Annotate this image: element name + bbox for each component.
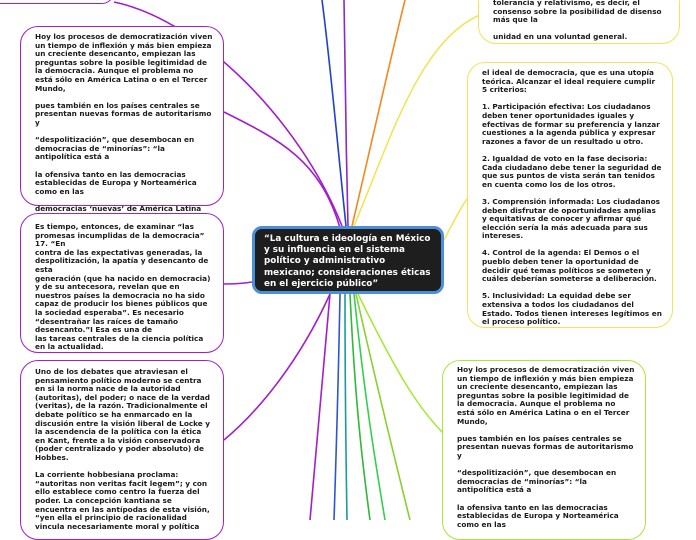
- topic-text: Hoy los procesos de democratización viven un tiempo de inflexión y más bien empieza un creciente desencanto, empiezan las preguntas sobre la posible legitimidad de la democracia. Aunque el problema no está sólo en América Latina o en el Tercer Mundo, pues también en los países centrales se presentan nuevas formas de autoritarismo y “despolitización”, que desembocan en democracias de “minorías”: “la antipolítica está a la ofensiva tanto en las democracias establecidas de Europa y Norteamérica como en las democracias ‘nuevas’ de América Latina: [35, 32, 213, 213]
- connector-purple-up: [344, 0, 348, 226]
- topic-node-top-right[interactable]: [478, 0, 680, 44]
- topic-text: Hoy los procesos de democratización viven un tiempo de inflexión y más bien empieza un creciente desencanto, empiezan las preguntas sobre la posible legitimidad de la democracia. Aunque el problema no está sólo en América Latina o en el Tercer Mundo, pues también en los países centrales se presentan nuevas formas de autoritarismo y “despolitización”, que desembocan en democracias de “minorías”: “la antipolítica está a la ofensiva tanto en las democracias establecidas de Europa y Norteamérica como en las: [457, 365, 635, 529]
- topic-node-left-2[interactable]: [20, 213, 224, 353]
- topic-text: el ideal de democracia, que es una utopía teórica. Alcanzar el ideal requiere cumplir 5 criterios: 1. Participación efectiva: Los ciudadanos deben tener oportunidades iguales y efectivas de formar su preferencia y lanzar cuestiones a la agenda pública y expresar razones a favor de un resultado u otro. 2. Igualdad de voto en la fase decisoria: Cada ciudadano debe tener la seguridad de que sus puntos de vista serán tan tenidos en cuenta como los de los otros. 3. Comprensión informada: Los ciudadanos deben disfrutar de oportunidades amplias y equitativas de conocer y afirmar qué elección sería la más adecuada para sus intereses. 4. Control de la agenda: El Demos o el pueblo deben tener la oportunidad de decidir qué temas políticos se someten y cuáles deberían someterse a deliberación. 5. Inclusividad: La equidad debe ser extensiva a todos los ciudadanos del Estado. Todos tienen intereses legítimos en el proceso político.: [482, 68, 662, 327]
- connector-lime-down: [356, 294, 410, 520]
- connector-purple-left-2: [224, 282, 252, 284]
- connector-purple-left-1: [224, 112, 340, 228]
- connector-blue-down: [334, 294, 340, 520]
- topic-text: tolerancia y relativismo, es decir, el consenso sobre la posibilidad de disenso más que la unidad en una voluntad general.: [493, 0, 662, 42]
- connector-purple-left-3: [224, 294, 330, 440]
- topic-text: Uno de los debates que atraviesan el pensamiento político moderno se centra en si la norma nace de la autoridad (autoritas), del poder; o nace de la verdad (veritas), de la razón. Tradicionalmente el debate político se ha enmarcado en la discusión entre la visión liberal de Locke y la ascendencia de la política con la ética en Kant, frente a la visión conservadora (poder centralizado y poder absoluto) de Hobbes. La corriente hobbesiana proclama: “autoritas non veritas facit legem”; y con ello establece como centro la fuerza del poder. La concepción kantiana se encuentra en las antípodas de esta visión, “yen ella el principio de racionalidad vincula necesariamente moral y política: [35, 367, 211, 531]
- connector-yellow-top-right: [354, 15, 480, 226]
- topic-node-right-1[interactable]: [467, 62, 673, 328]
- connector-green2-down: [354, 294, 385, 520]
- topic-node-left-3[interactable]: [20, 360, 224, 540]
- central-topic-text: “La cultura e ideología en México y su influencia en el sistema político y administrativo mexicano; consideraciones éticas en el ejercicio público”: [264, 234, 431, 289]
- topic-text: Es tiempo, entonces, de examinar “las promesas incumplidas de la democracia” 17. “En contra de las expectativas generadas, la despolitización, la apatía y desencanto de esta generación (que ha nacido en democracia) y de su antecesora, revelan que en nuestros países la democracia no ha sido capaz de producir los bienes públicos que la sociedad esperaba”. Es necesario “desentrañar las raíces de tamaño desencanto.”I Esa es una de las tareas centrales de la ciencia política en la actualidad.: [35, 222, 211, 352]
- connector-lime-right-2: [358, 294, 445, 435]
- topic-node-right-2[interactable]: [442, 360, 646, 540]
- topic-node-left-1[interactable]: [20, 26, 224, 213]
- central-topic[interactable]: [252, 226, 444, 294]
- connector-orange-up: [352, 0, 405, 226]
- topic-node-top-left[interactable]: [0, 0, 114, 4]
- connector-teal-down: [345, 294, 347, 520]
